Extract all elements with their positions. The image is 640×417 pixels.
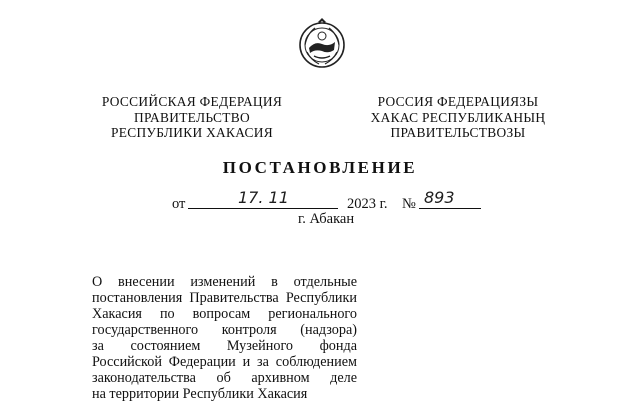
header-right-line: ХАКАС РЕСПУБЛИКАНЫҢ bbox=[370, 109, 546, 125]
coat-of-arms-icon bbox=[297, 16, 347, 70]
document-subject bbox=[92, 274, 357, 402]
header-right bbox=[358, 94, 558, 141]
document-type-title: ПОСТАНОВЛЕНИЕ bbox=[222, 158, 418, 177]
subject-line: за состоянием Музейного фонда bbox=[92, 338, 357, 354]
subject-line: законодательства об архивном деле bbox=[92, 370, 357, 386]
header-left-line: РОССИЙСКАЯ ФЕДЕРАЦИЯ bbox=[101, 94, 283, 109]
handwritten-date: 17. 11 bbox=[238, 188, 289, 207]
number-underline bbox=[419, 208, 481, 209]
city-label: г. Абакан bbox=[298, 211, 355, 227]
date-year: 2023 г. bbox=[347, 196, 388, 212]
number-label: № bbox=[402, 196, 416, 212]
subject-line: на территории Республики Хакасия bbox=[92, 386, 308, 402]
header-right-line: ПРАВИТЕЛЬСТВОЗЫ bbox=[390, 125, 526, 141]
header-left bbox=[92, 94, 292, 141]
date-from-label: от bbox=[172, 196, 186, 212]
subject-line: государственного контроля (надзора) bbox=[92, 322, 357, 338]
date-underline bbox=[188, 208, 338, 209]
header-left-line: РЕСПУБЛИКИ ХАКАСИЯ bbox=[111, 125, 273, 141]
header-left-line: ПРАВИТЕЛЬСТВО bbox=[134, 109, 250, 125]
subject-line: Хакасия по вопросам регионального bbox=[92, 306, 357, 322]
subject-line: Российской Федерации и за соблюдением bbox=[92, 354, 357, 370]
subject-line: О внесении изменений в отдельные bbox=[92, 274, 357, 290]
subject-line: постановления Правительства Республики bbox=[92, 290, 357, 306]
handwritten-number: 893 bbox=[424, 188, 455, 207]
header-right-line: РОССИЯ ФЕДЕРАЦИЯЗЫ bbox=[377, 94, 539, 109]
